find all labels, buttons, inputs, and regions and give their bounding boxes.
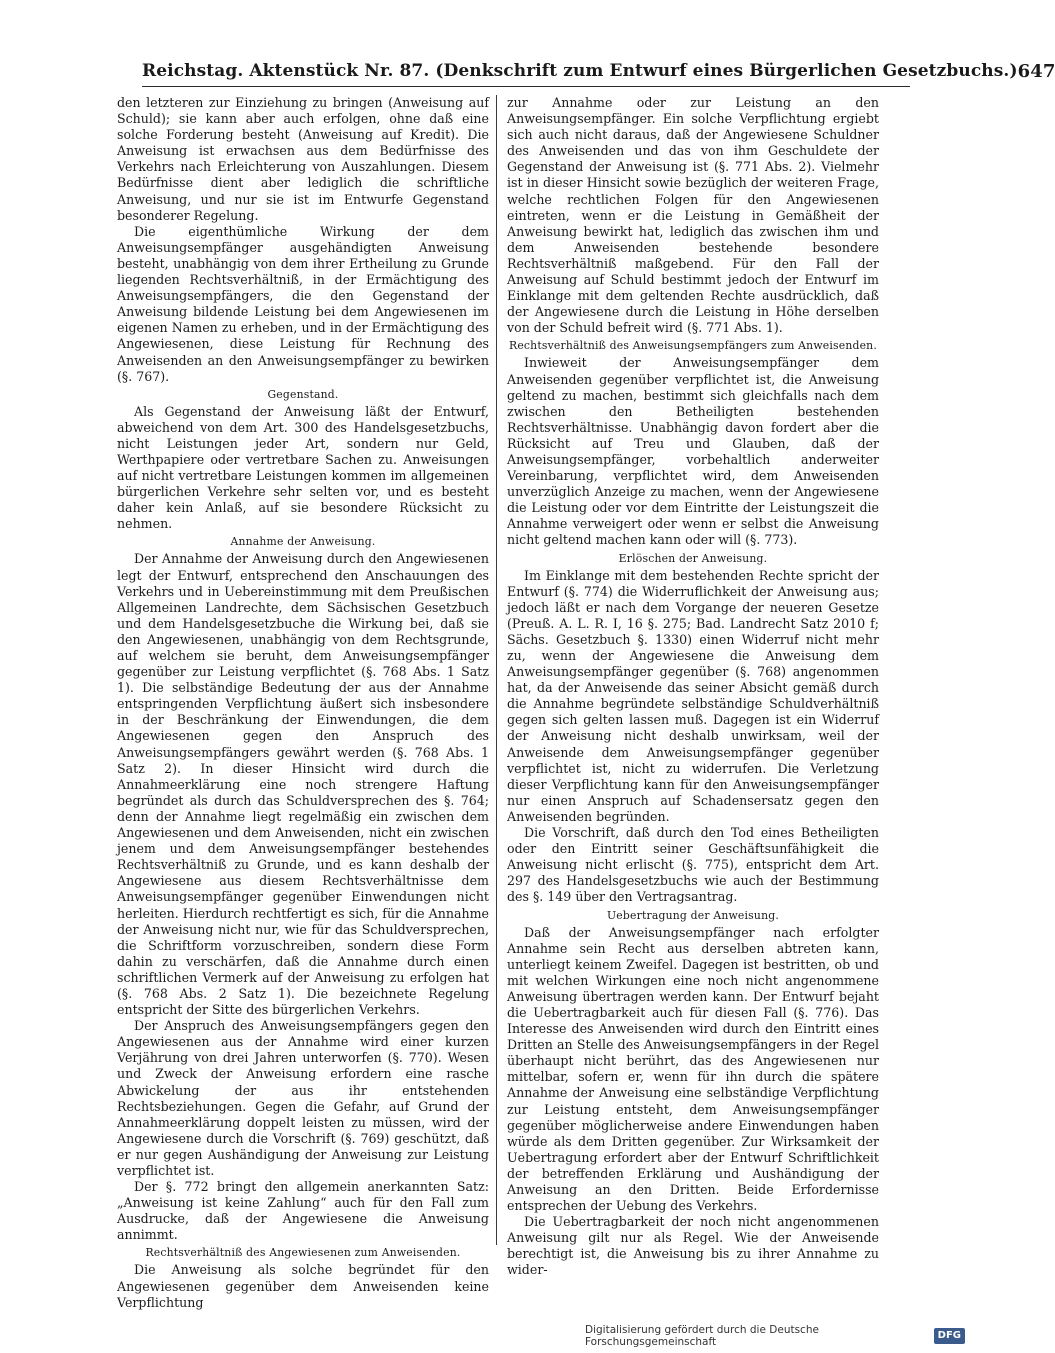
right-column xyxy=(507,95,879,1278)
paragraph: Im Einklange mit dem bestehenden Rechte spricht der Entwurf (§. 774) die Widerruflichkeit der Anweisung aus; jedoch läßt er nach dem Vorgange der neueren Gesetze (Preuß. A. L. R. I, 16 §. 275; Bad. Landrecht Satz 2010 f; Sächs. Gesetzbuch §. 1330) einen Widerruf nicht mehr zu, wenn der Angewiesene die Anweisung dem Anweisungsempfänger gegenüber (§. 768) angenommen hat, da der Anweisende das seiner Absicht gemäß durch die Annahme begründete selbständige Schuldverhältniß gegen sich gelten lassen muß. Dagegen ist ein Widerruf der Anweisung nicht deshalb unwirksam, weil der Anweisende dem Anweisungsempfänger gegenüber verpflichtet ist, nicht zu widerrufen. Die Verletzung dieser Verpflichtung kann für den Anweisungsempfänger nur einen Anspruch auf Schadensersatz gegen den Anweisenden begründen. xyxy=(507,567,879,824)
paragraph: Als Gegenstand der Anweisung läßt der Entwurf, abweichend von dem Art. 300 des Handelsgesetzbuchs, nicht Leistungen jeder Art, sondern nur Geld, Werthpapiere oder vertretbare Sachen zu. Anweisungen auf nicht vertretbare Leistungen kommen im allgemeinen bürgerlichen Verkehre sehr selten vor, und es besteht daher kein Anlaß, auf sie besondere Rücksicht zu nehmen. xyxy=(117,403,489,532)
paragraph: Daß der Anweisungsempfänger nach erfolgter Annahme sein Recht aus derselben abtreten kann, unterliegt keinem Zweifel. Dagegen ist bestritten, ob und mit welchen Wirkungen eine noch nicht angenommene Anweisung übertragen werden kann. Der Entwurf bejaht die Uebertragbarkeit auch für diesen Fall (§. 776). Das Interesse des Anweisenden wird durch den Eintritt eines Dritten an Stelle des Anweisungsempfängers in der Regel überhaupt nicht berührt, das des Angewiesenen nur mittelbar, sofern er, wenn für ihn durch die spätere Annahme der Anweisung eine selbständige Verpflichtung zur Leistung entsteht, dem Anweisungsempfänger gegenüber möglicherweise andere Einwendungen haben würde als dem Dritten gegenüber. Zur Wirksamkeit der Uebertragung erfordert aber der Entwurf Schriftlichkeit der betreffenden Erklärung und Aushändigung der Anweisung an den Dritten. Beide Erfordernisse entsprechen der Uebung des Verkehrs. xyxy=(507,924,879,1214)
section-heading: Rechtsverhältniß des Anweisungsempfängers zum Anweisenden. xyxy=(509,339,877,353)
paragraph: Inwieweit der Anweisungsempfänger dem Anweisenden gegenüber verpflichtet ist, die Anweisung geltend zu machen, bestimmt sich gleichfalls nach dem zwischen den Betheiligten bestehenden Rechtsverhältnisse. Unabhängig davon fordert aber die Rücksicht auf Treu und Glauben, daß der Anweisungsempfänger, vorbehaltlich anderweiter Vereinbarung, verpflichtet wird, dem Anweisenden unverzüglich Anzeige zu machen, wenn der Angewiesene die Leistung oder vor dem Eintritte der Leistungszeit die Annahme verweigert oder wenn er selbst die Anweisung nicht geltend machen kann oder will (§. 773). xyxy=(507,355,879,548)
page-header xyxy=(142,56,1055,87)
page-number: 647 xyxy=(1017,60,1055,82)
paragraph: zur Annahme oder zur Leistung an den Anweisungsempfänger. Ein solche Verpflichtung ergiebt sich auch nicht daraus, daß der Angewiesene Schuldner des Anweisenden und das von ihm Geschuldete der Gegenstand der Anweisung ist (§. 771 Abs. 2). Vielmehr ist in dieser Hinsicht sowie bezüglich der weiteren Frage, welche rechtlichen Folgen für den Angewiesenen eintreten, wenn er die Leistung in Gemäßheit der Anweisung bewirkt hat, lediglich das zwischen ihm und dem Anweisenden bestehende besondere Rechtsverhältniß maßgebend. Für den Fall der Anweisung auf Schuld bestimmt jedoch der Entwurf im Einklange mit dem geltenden Rechte ausdrücklich, daß der Angewiesene durch die Leistung in Höhe derselben von der Schuld befreit wird (§. 771 Abs. 1). xyxy=(507,95,879,336)
dfg-logo-icon: DFG xyxy=(934,1328,965,1344)
paragraph: Die eigenthümliche Wirkung der dem Anweisungsempfänger ausgehändigten Anweisung besteht, unabhängig von dem ihrer Ertheilung zu Grunde liegenden Rechtsverhältniß, in der Ermächtigung des Anweisungsempfängers, die den Gegenstand der Anweisung bildende Leistung bei dem Angewiesenen im eigenen Namen zu erheben, und in der Ermächtigung des Angewiesenen, diese Leistung für Rechnung des Anweisenden an den Anweisungsempfänger zu bewirken (§. 767). xyxy=(117,223,489,384)
section-heading: Erlöschen der Anweisung. xyxy=(618,551,768,565)
paragraph: Der Annahme der Anweisung durch den Angewiesenen legt der Entwurf, entsprechend den Anschauungen des Verkehrs und in Uebereinstimmung mit dem Preußischen Allgemeinen Landrechte, dem Sächsischen Gesetzbuch und dem Handelsgesetzbuche die Wirkung bei, daß sie den Angewiesenen, unabhängig von dem Rechtsgrunde, auf welchem sie beruht, dem Anweisungsempfänger gegenüber zur Leistung verpflichtet (§. 768 Abs. 1 Satz 1). Die selbständige Bedeutung der aus der Annahme entspringenden Verpflichtung äußert sich insbesondere in der Beschränkung der Einwendungen, die dem Angewiesenen gegen den Anspruch des Anweisungsempfängers gewährt werden (§. 768 Abs. 1 Satz 2). In dieser Hinsicht wird durch die Annahmeerklärung eine noch strengere Haftung begründet als durch das Schuldversprechen des §. 764; denn der Annahme liegt regelmäßig ein zwischen dem Angewiesenen und dem Anweisenden, nicht ein zwischen jenem und dem Anweisungsempfänger bestehendes Rechtsverhältniß zu Grunde, und es kann deshalb der Angewiesene aus diesem Rechtsverhältnisse dem Anweisungsempfänger gegenüber Einwendungen nicht herleiten. Hierdurch rechtfertigt es sich, für die Annahme der Anweisung nicht nur, wie für das Schuldversprechen, die Schriftform vorzuschreiben, sondern diese Form dahin zu verschärfen, daß die Annahme durch einen schriftlichen Vermerk auf der Anweisung zu erfolgen hat (§. 768 Abs. 2 Satz 1). Die bezeichnete Regelung entspricht der Sitte des bürgerlichen Verkehrs. xyxy=(117,551,489,1018)
paragraph: Der §. 772 bringt den allgemein anerkannten Satz: „Anweisung ist keine Zahlung“ auch für den Fall zum Ausdrucke, daß der Angewiesene die Anweisung annimmt. xyxy=(117,1179,489,1243)
paragraph: den letzteren zur Einziehung zu bringen (Anweisung auf Schuld); sie kann aber auch erfolgen, ohne daß eine solche Forderung besteht (Anweisung auf Kredit). Die Anweisung ist erwachsen aus dem Bedürfnisse des Verkehrs nach Erleichterung von Auszahlungen. Diesem Bedürfnisse dient aber lediglich die schriftliche Anweisung, und nur sie ist im Entwurfe Gegenstand besonderer Regelung. xyxy=(117,95,489,223)
column-divider xyxy=(496,95,497,1245)
header-title: Reichstag. Aktenstück Nr. 87. (Denkschrift zum Entwurf eines Bürgerlichen Gesetzbuchs.) xyxy=(142,61,1018,81)
paragraph: Die Uebertragbarkeit der noch nicht angenommenen Anweisung gilt nur als Regel. Wie der Anweisende berechtigt ist, die Anweisung bis zu ihrer Annahme zu wider- xyxy=(507,1214,879,1278)
section-heading: Annahme der Anweisung. xyxy=(230,535,376,549)
paragraph: Die Vorschrift, daß durch den Tod eines Betheiligten oder den Eintritt seiner Geschäftsunfähigkeit die Anweisung nicht erlischt (§. 775), entspricht dem Art. 297 des Handelsgesetzbuchs wie auch der Bestimmung des §. 149 über den Vertragsantrag. xyxy=(507,825,879,905)
section-heading: Uebertragung der Anweisung. xyxy=(607,908,779,922)
footer xyxy=(585,1324,965,1348)
footer-credit: Digitalisierung gefördert durch die Deutsche Forschungsgemeinschaft xyxy=(585,1324,819,1348)
paragraph: Die Anweisung als solche begründet für den Angewiesenen gegenüber dem Anweisenden keine Verpflichtung xyxy=(117,1262,489,1310)
section-heading: Gegenstand. xyxy=(267,387,339,401)
left-column xyxy=(117,95,489,1310)
paragraph: Der Anspruch des Anweisungsempfängers gegen den Angewiesenen aus der Annahme wird einer kurzen Verjährung von drei Jahren unterworfen (§. 770). Wesen und Zweck der Anweisung erfordern eine rasche Abwickelung der aus ihr entstehenden Rechtsbeziehungen. Gegen die Gefahr, auf Grund der Annahmeerklärung doppelt leisten zu müssen, wird der Angewiesene durch die Vorschrift (§. 769) geschützt, daß er nur gegen Aushändigung der Anweisung zur Leistung verpflichtet ist. xyxy=(117,1018,489,1178)
section-heading: Rechtsverhältniß des Angewiesenen zum Anweisenden. xyxy=(145,1246,461,1260)
